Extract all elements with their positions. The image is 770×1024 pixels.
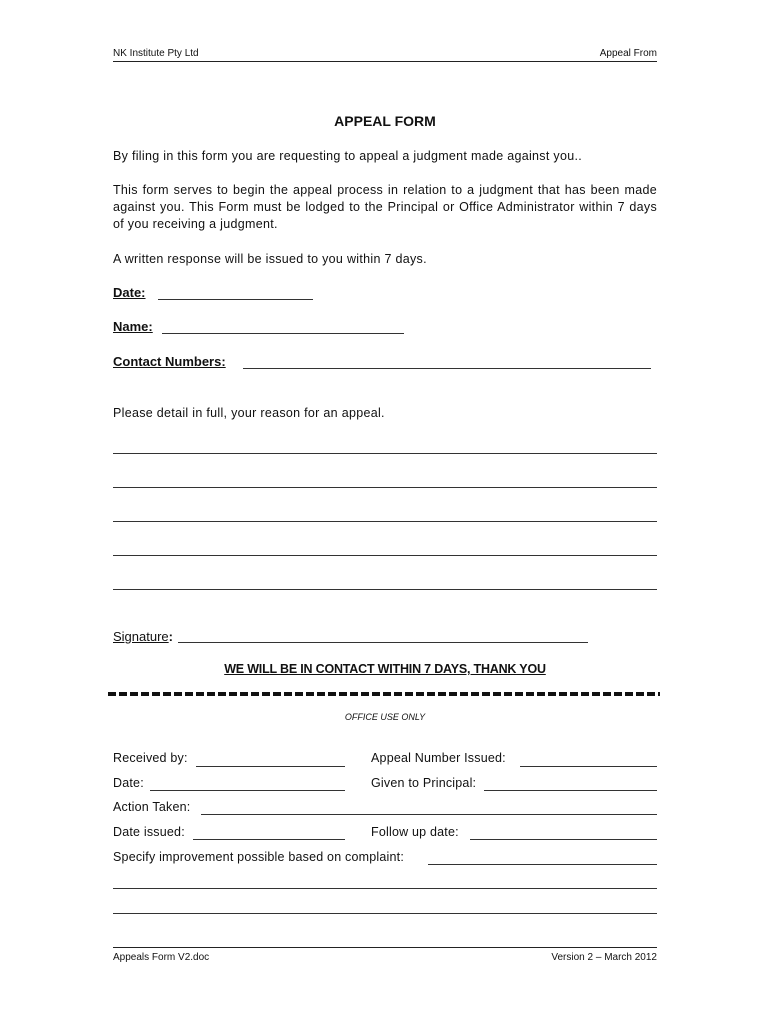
follow-up-label: Follow up date:	[371, 825, 459, 839]
office-date-label: Date:	[113, 776, 144, 790]
footer-version: Version 2 – March 2012	[551, 952, 657, 963]
improvement-label: Specify improvement possible based on complaint:	[113, 850, 404, 864]
header-rule	[113, 61, 657, 62]
office-use-label: OFFICE USE ONLY	[344, 712, 426, 722]
name-label: Name:	[113, 319, 153, 334]
signature-colon: :	[168, 629, 173, 644]
reason-line[interactable]	[113, 521, 657, 522]
response-paragraph: A written response will be issued to you within 7 days.	[113, 252, 427, 266]
signature-text: Signature	[113, 629, 169, 644]
office-date-field[interactable]	[150, 790, 345, 791]
intro-paragraph: By filing in this form you are requesting to appeal a judgment made against you..	[113, 149, 583, 163]
contact-notice: WE WILL BE IN CONTACT WITHIN 7 DAYS, THANK YOU	[224, 662, 546, 676]
improvement-line[interactable]	[113, 913, 657, 914]
page-title: APPEAL FORM	[334, 113, 436, 129]
reason-line[interactable]	[113, 589, 657, 590]
footer-filename: Appeals Form V2.doc	[113, 952, 210, 963]
improvement-line[interactable]	[113, 888, 657, 889]
header-doc-title: Appeal From	[599, 48, 657, 59]
reason-prompt: Please detail in full, your reason for an appeal.	[113, 406, 385, 420]
appeal-number-label: Appeal Number Issued:	[371, 751, 506, 765]
action-taken-label: Action Taken:	[113, 800, 191, 814]
reason-line[interactable]	[113, 453, 657, 454]
header-company: NK Institute Pty Ltd	[113, 48, 199, 59]
process-paragraph: This form serves to begin the appeal process in relation to a judgment that has been made against you. This Form must be lodged to the Principal or Office Administrator within 7 days of you receiving a judgment.	[113, 183, 657, 231]
office-separator	[108, 692, 660, 696]
improvement-field[interactable]	[428, 864, 657, 865]
action-taken-field[interactable]	[201, 814, 657, 815]
name-field[interactable]	[162, 333, 404, 334]
signature-field[interactable]	[178, 642, 588, 643]
given-to-principal-label: Given to Principal:	[371, 776, 477, 790]
contact-numbers-field[interactable]	[243, 368, 651, 369]
contact-numbers-label: Contact Numbers:	[113, 354, 226, 369]
received-by-field[interactable]	[196, 766, 345, 767]
given-to-principal-field[interactable]	[484, 790, 657, 791]
reason-line[interactable]	[113, 555, 657, 556]
footer-rule	[113, 947, 657, 948]
date-issued-field[interactable]	[193, 839, 345, 840]
date-field[interactable]	[158, 299, 313, 300]
reason-line[interactable]	[113, 487, 657, 488]
signature-label	[113, 629, 173, 644]
follow-up-field[interactable]	[470, 839, 657, 840]
appeal-number-field[interactable]	[520, 766, 657, 767]
date-label: Date:	[113, 285, 146, 300]
date-issued-label: Date issued:	[113, 825, 185, 839]
received-by-label: Received by:	[113, 751, 188, 765]
